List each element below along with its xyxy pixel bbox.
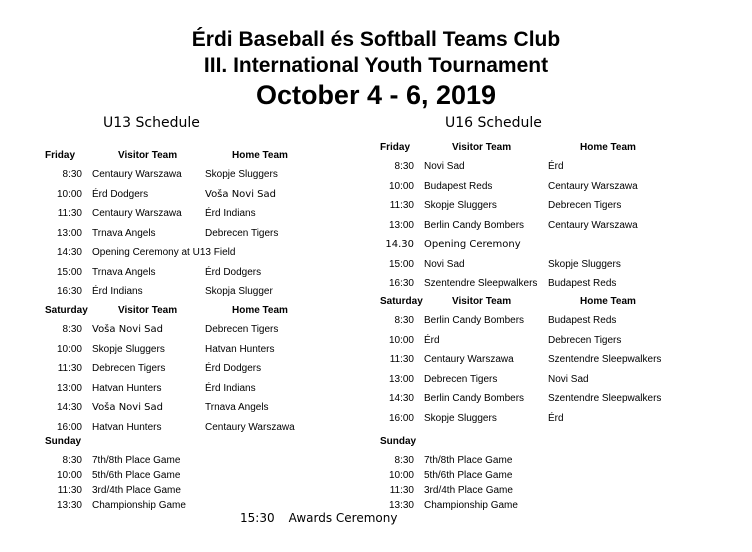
u13-saturday-row-2-time: 11:30 [57,363,82,374]
u16-sunday-row-3-game: Championship Game [424,500,518,511]
u16-friday-row-6-visitor: Szentendre Sleepwalkers [424,278,538,289]
u13-schedule-title: U13 Schedule [103,115,200,131]
u16-saturday-row-1-home: Debrecen Tigers [548,334,622,346]
u16-friday-row-0-time: 8:30 [394,161,414,172]
u13-saturday-visitor-header: Visitor Team [118,305,178,316]
u16-sunday-day-label: Sunday [380,436,417,447]
u13-friday-row-2-visitor: Centaury Warszawa [92,208,182,219]
u13-saturday-row-4-home: Trnava Angels [205,402,269,413]
u13-friday-row-4-time: 14:30 [56,247,82,258]
u16-friday-row-2-visitor: Skopje Sluggers [424,200,497,211]
u13-friday-row-6-home: Skopja Slugger [205,286,273,297]
u13-friday-row-1-visitor: Érd Dodgers [92,188,149,200]
u13-friday-row-4-visitor: Opening Ceremony at U13 Field [92,247,236,258]
u16-friday-row-3-visitor: Berlin Candy Bombers [424,219,525,231]
u13-saturday-row-4-visitor: Voša Novi Sad [92,402,163,413]
page-title-club: Érdi Baseball és Softball Teams Club [191,28,561,51]
u16-saturday-visitor-header: Visitor Team [452,296,512,307]
u16-saturday-row-4-time: 14:30 [388,393,414,404]
u13-friday-row-3-time: 13:00 [56,227,82,239]
u16-friday-row-5-time: 15:00 [388,258,414,270]
u13-friday-row-0-home: Skopje Sluggers [205,169,278,180]
u13-friday-day-label: Friday [45,150,76,161]
u13-friday-row-5-home: Érd Dodgers [205,266,262,278]
u16-sunday-row-2-time: 11:30 [389,485,414,496]
u13-friday-row-6-time: 16:30 [56,286,82,297]
u13-friday-row-2-home: Érd Indians [205,208,256,219]
u16-friday-visitor-header: Visitor Team [452,142,512,153]
page-title-dates: October 4 - 6, 2019 [255,80,497,110]
u16-saturday-row-2-home: Szentendre Sleepwalkers [548,354,662,365]
u16-friday-row-0-home: Érd [548,161,564,172]
u16-saturday-row-0-home: Budapest Reds [548,315,617,326]
u13-sunday-row-2-time: 11:30 [57,485,82,496]
u13-friday-visitor-header: Visitor Team [118,150,178,161]
u13-saturday-row-1-visitor: Skopje Sluggers [92,343,165,355]
u16-friday-row-2-home: Debrecen Tigers [548,200,622,211]
u13-saturday-row-5-home: Centaury Warszawa [205,421,295,433]
u13-saturday-row-1-home: Hatvan Hunters [205,343,275,355]
u16-saturday-row-4-home: Szentendre Sleepwalkers [548,393,662,404]
u16-saturday-row-5-time: 16:00 [388,412,414,424]
u13-friday-row-1-home: Voša Novi Sad [205,188,276,200]
u13-sunday-day-label: Sunday [45,436,82,447]
u16-saturday-row-0-visitor: Berlin Candy Bombers [424,315,525,326]
u13-friday-row-3-visitor: Trnava Angels [92,227,156,239]
u16-friday-row-3-time: 13:00 [388,219,414,231]
u13-friday-row-0-visitor: Centaury Warszawa [92,169,182,180]
u16-friday-row-6-home: Budapest Reds [548,278,617,289]
u16-saturday-row-0-time: 8:30 [394,315,414,326]
u13-saturday-row-3-time: 13:00 [56,382,82,394]
u16-sunday-row-1-game: 5th/6th Place Game [424,470,513,481]
u16-saturday-row-3-time: 13:00 [388,373,414,385]
u16-friday-row-6-time: 16:30 [388,278,414,289]
u16-saturday-row-2-visitor: Centaury Warszawa [424,354,514,365]
u13-saturday-home-header: Home Team [232,305,288,316]
u16-friday-row-1-time: 10:00 [388,180,414,192]
u16-saturday-row-3-home: Novi Sad [548,373,589,385]
u16-saturday-day-label: Saturday [380,296,423,307]
u16-sunday-row-0-time: 8:30 [394,455,414,466]
u13-friday-home-header: Home Team [232,150,288,161]
u16-saturday-row-4-visitor: Berlin Candy Bombers [424,393,525,404]
u13-sunday-row-0-game: 7th/8th Place Game [92,455,181,466]
u13-saturday-row-0-home: Debrecen Tigers [205,324,279,335]
u13-saturday-day-label: Saturday [45,305,88,316]
u13-friday-row-5-time: 15:00 [56,266,82,278]
u13-sunday-row-2-game: 3rd/4th Place Game [92,485,181,496]
awards-time: 15:30 [240,511,275,525]
page-title-tournament: III. International Youth Tournament [203,54,549,77]
u13-friday-row-5-visitor: Trnava Angels [92,266,156,278]
u13-saturday-row-5-time: 16:00 [56,421,82,433]
u16-sunday-row-0-game: 7th/8th Place Game [424,455,513,466]
u13-friday-row-0-time: 8:30 [62,169,82,180]
u16-saturday-home-header: Home Team [580,296,636,307]
u16-sunday-row-3-time: 13:30 [388,500,414,511]
u13-sunday-row-3-game: Championship Game [92,500,186,511]
u13-saturday-row-2-home: Érd Dodgers [205,363,262,374]
u16-sunday-row-1-time: 10:00 [388,470,414,481]
u13-saturday-row-1-time: 10:00 [56,343,82,355]
u13-friday-row-6-visitor: Érd Indians [92,286,143,297]
u16-friday-row-3-home: Centaury Warszawa [548,219,638,231]
u13-sunday-row-1-game: 5th/6th Place Game [92,470,181,481]
u16-saturday-row-1-time: 10:00 [388,334,414,346]
u16-friday-row-5-visitor: Novi Sad [424,258,465,270]
u16-friday-row-5-home: Skopje Sluggers [548,258,621,270]
u16-friday-row-4-time: 14.30 [385,239,414,250]
u16-friday-row-0-visitor: Novi Sad [424,161,465,172]
u16-saturday-row-5-visitor: Skopje Sluggers [424,412,497,424]
u13-saturday-row-5-visitor: Hatvan Hunters [92,421,162,433]
awards-ceremony [240,511,411,525]
u16-saturday-row-5-home: Érd [548,412,564,424]
u13-saturday-row-0-visitor: Voša Novi Sad [92,324,163,335]
u16-friday-day-label: Friday [380,142,411,153]
u13-friday-row-3-home: Debrecen Tigers [205,227,279,239]
u16-schedule-title: U16 Schedule [445,115,542,131]
u16-saturday-row-3-visitor: Debrecen Tigers [424,373,498,385]
u16-saturday-row-2-time: 11:30 [389,354,414,365]
u16-friday-home-header: Home Team [580,142,636,153]
u13-sunday-row-0-time: 8:30 [62,455,82,466]
u13-friday-row-2-time: 11:30 [57,208,82,219]
u16-friday-row-4-visitor: Opening Ceremony [424,239,521,250]
u16-sunday-row-2-game: 3rd/4th Place Game [424,485,513,496]
awards-label: Awards Ceremony [288,511,398,525]
u16-friday-row-2-time: 11:30 [389,200,414,211]
u13-sunday-row-3-time: 13:30 [56,500,82,511]
u13-saturday-row-3-home: Érd Indians [205,382,256,394]
u13-saturday-row-0-time: 8:30 [62,324,82,335]
u16-saturday-row-1-visitor: Érd [424,334,440,346]
u16-friday-row-1-visitor: Budapest Reds [424,180,493,192]
u13-saturday-row-3-visitor: Hatvan Hunters [92,382,162,394]
u13-saturday-row-4-time: 14:30 [56,402,82,413]
u16-friday-row-1-home: Centaury Warszawa [548,180,638,192]
u13-friday-row-1-time: 10:00 [56,188,82,200]
u13-saturday-row-2-visitor: Debrecen Tigers [92,363,166,374]
u13-sunday-row-1-time: 10:00 [56,470,82,481]
